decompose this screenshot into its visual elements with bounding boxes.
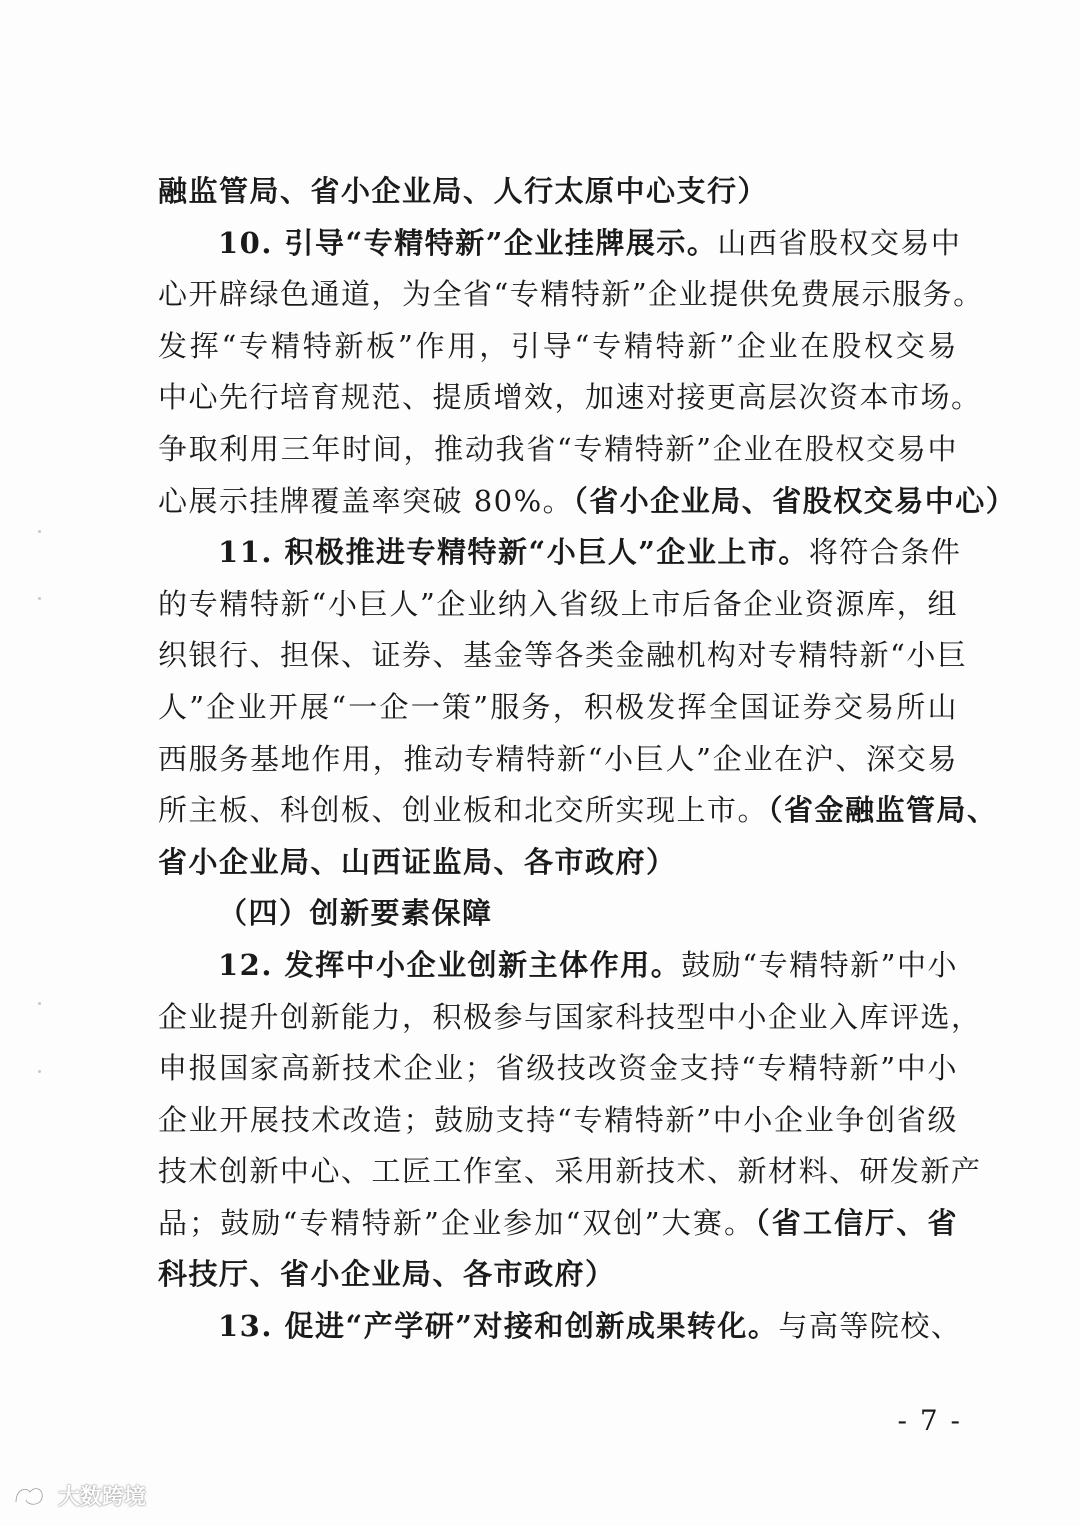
- margin-mark: [38, 530, 41, 533]
- text-segment: 将符合条件: [808, 535, 962, 570]
- text-segment: 的专精特新“小巨人”企业纳入省级上市后备企业资源库，组: [158, 586, 958, 621]
- text-segment: 企业开展技术改造；鼓励支持“专精特新”中小企业争创省级: [158, 1102, 958, 1137]
- text-line: [158, 1198, 958, 1250]
- text-segment: 企业提升创新能力，积极参与国家科技型中小企业入库评选，: [158, 999, 982, 1034]
- text-line: [158, 630, 968, 682]
- margin-mark: [38, 1002, 41, 1005]
- text-line: [158, 1301, 962, 1353]
- text-segment: 西服务基地作用，推动专精特新“小巨人”企业在沪、深交易: [158, 741, 958, 776]
- text-line: [158, 166, 958, 218]
- text-segment: 发挥“专精特新板”作用，引导“专精特新”企业在股权交易: [158, 328, 958, 363]
- text-segment: 山西省股权交易中: [717, 225, 962, 260]
- text-line: [158, 785, 998, 837]
- text-segment: 心开辟绿色通道，为全省“专精特新”企业提供免费展示服务。: [158, 277, 984, 312]
- text-line: [158, 476, 1017, 528]
- text-segment: 品；鼓励“专精特新”企业参加“双创”大赛。: [158, 1205, 756, 1240]
- text-line: [158, 372, 982, 424]
- text-line: [158, 424, 958, 476]
- bold-text-segment: 融监管局、省小企业局、人行太原中心支行）: [158, 174, 769, 208]
- text-line: [158, 1095, 958, 1147]
- bold-text-segment: （省金融监管局、: [768, 793, 998, 828]
- bold-text-segment: （省工信厅、省: [755, 1205, 958, 1240]
- text-segment: 织银行、担保、证券、基金等各类金融机构对专精特新“小巨: [158, 638, 968, 673]
- bold-text-segment: 省小企业局、山西证监局、各市政府）: [158, 844, 677, 879]
- brand-logo-icon: [12, 1482, 52, 1510]
- text-line: [158, 888, 958, 940]
- bold-text-segment: 12. 发挥中小企业创新主体作用。: [218, 947, 682, 982]
- text-line: [158, 682, 958, 734]
- text-line: [158, 269, 984, 321]
- text-line: [158, 1146, 982, 1198]
- text-line: [158, 734, 958, 786]
- text-line: [158, 579, 958, 631]
- text-line: [158, 527, 962, 579]
- text-segment: 争取利用三年时间，推动我省“专精特新”企业在股权交易中: [158, 431, 958, 466]
- text-segment: 中心先行培育规范、提质增效，加速对接更高层次资本市场。: [158, 380, 982, 415]
- text-segment: 与高等院校、: [778, 1309, 962, 1344]
- text-segment: 鼓励“专精特新”中小: [681, 947, 958, 982]
- watermark: [12, 1480, 146, 1511]
- text-line: [158, 837, 958, 889]
- text-segment: 人”企业开展“一企一策”服务，积极发挥全国证券交易所山: [158, 689, 958, 724]
- text-segment: 心展示挂牌覆盖率突破 80%。: [158, 483, 574, 518]
- page-number: - 7 -: [897, 1404, 962, 1437]
- text-segment: 技术创新中心、工匠工作室、采用新技术、新材料、研发新产: [158, 1154, 982, 1189]
- margin-mark: [38, 597, 41, 600]
- bold-text-segment: （省小企业局、省股权交易中心）: [573, 483, 1017, 518]
- text-segment: 申报国家高新技术企业；省级技改资金支持“专精特新”中小: [158, 1051, 958, 1086]
- bold-text-segment: 13. 促进“产学研”对接和创新成果转化。: [218, 1309, 779, 1344]
- text-line: [158, 992, 982, 1044]
- text-segment: 所主板、科创板、创业板和北交所实现上市。: [158, 793, 769, 828]
- bold-text-segment: 10. 引导“专精特新”企业挂牌展示。: [218, 225, 718, 260]
- bold-text-segment: 科技厅、省小企业局、各市政府）: [158, 1257, 616, 1292]
- text-line: [158, 940, 958, 992]
- watermark-text: 大数跨境: [58, 1485, 147, 1510]
- text-line: [158, 1043, 958, 1095]
- text-line: [158, 321, 958, 373]
- document-body: [158, 166, 1017, 1353]
- bold-text-segment: （四）创新要素保障: [218, 896, 493, 931]
- bold-text-segment: 11. 积极推进专精特新“小巨人”企业上市。: [218, 535, 809, 570]
- text-line: [158, 218, 962, 270]
- margin-mark: [38, 1070, 41, 1073]
- text-line: [158, 1249, 958, 1301]
